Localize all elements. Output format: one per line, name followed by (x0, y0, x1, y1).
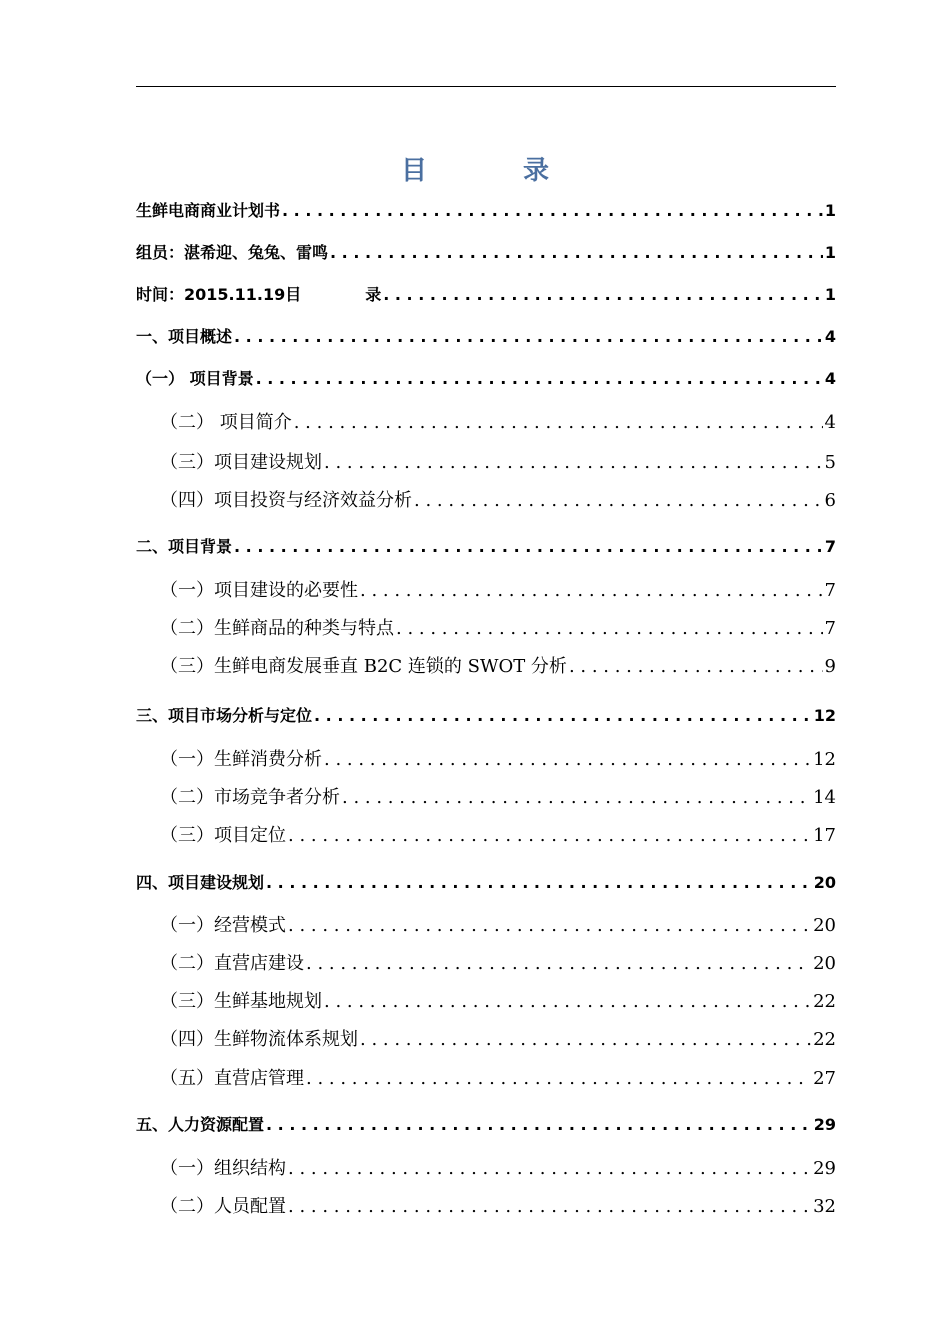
toc-entry-text: （四）项目投资与经济效益分析 (160, 490, 412, 511)
toc-entry-text: 生鲜电商商业计划书 (136, 201, 281, 220)
toc-page-number: 20 (813, 873, 836, 892)
dot-leader (360, 580, 823, 601)
toc-entry-text: （三）生鲜电商发展垂直 B2C 连锁的 SWOT 分析 (160, 656, 567, 677)
toc-entry-text: （三）项目建设规划 (160, 452, 322, 473)
toc-entry-text: （一）经营模式 (160, 915, 286, 936)
dot-leader (266, 873, 812, 892)
toc-entry-text: （四）生鲜物流体系规划 (160, 1029, 358, 1050)
dot-leader (330, 243, 823, 262)
toc-entry[interactable] (136, 870, 836, 893)
toc-entry-text: （二）生鲜商品的种类与特点 (160, 618, 394, 639)
toc-entry-text: 二、项目背景 (136, 537, 233, 556)
dot-leader (569, 656, 823, 677)
toc-page-number: 17 (813, 825, 836, 846)
toc-page-number: 12 (813, 749, 836, 770)
dot-leader (383, 285, 823, 304)
toc-entry-text: 一、项目概述 (136, 327, 233, 346)
toc-entry[interactable] (136, 240, 836, 263)
toc-page-number: 5 (824, 452, 836, 473)
toc-entry-text: （二）直营店建设 (160, 953, 304, 974)
toc-entry[interactable] (160, 783, 836, 809)
dot-leader (360, 1029, 811, 1050)
toc-entry[interactable] (160, 486, 836, 512)
toc-entry[interactable] (136, 198, 836, 221)
toc-entry-text: 组员：湛希迎、兔兔、雷鸣 (136, 243, 329, 262)
toc-page-number: 14 (813, 787, 836, 808)
toc-title (0, 150, 950, 187)
toc-entry[interactable] (160, 949, 836, 975)
toc-entry[interactable] (160, 1192, 836, 1218)
toc-page-number: 32 (813, 1196, 836, 1217)
dot-leader (306, 953, 811, 974)
dot-leader (324, 749, 811, 770)
dot-leader (294, 412, 823, 433)
toc-entry[interactable] (160, 1064, 836, 1090)
dot-leader (256, 369, 823, 388)
toc-entry-text: 五、人力资源配置 (136, 1115, 265, 1134)
toc-page-number: 22 (813, 991, 836, 1012)
header-rule (136, 86, 836, 87)
toc-entry[interactable] (160, 614, 836, 640)
toc-entry-text: （三）生鲜基地规划 (160, 991, 322, 1012)
toc-entry[interactable] (160, 576, 836, 602)
dot-leader (396, 618, 823, 639)
dot-leader (234, 327, 823, 346)
dot-leader (288, 1196, 811, 1217)
dot-leader (306, 1068, 811, 1089)
dot-leader (266, 1115, 812, 1134)
toc-page-number: 4 (824, 412, 836, 433)
toc-entry[interactable] (136, 324, 836, 347)
toc-entry-text-2: 录 (365, 285, 382, 304)
dot-leader (288, 825, 811, 846)
dot-leader (342, 787, 811, 808)
toc-entry-text: （一）项目建设的必要性 (160, 580, 358, 601)
toc-page-number: 1 (824, 285, 836, 304)
dot-leader (288, 915, 811, 936)
toc-page-number: 7 (824, 618, 836, 639)
toc-entry[interactable] (136, 282, 836, 305)
toc-entry[interactable] (160, 1025, 836, 1051)
toc-entry[interactable] (160, 821, 836, 847)
toc-entry[interactable] (136, 703, 836, 726)
title-left: 目 (400, 156, 427, 186)
toc-page-number: 12 (813, 706, 836, 725)
dot-leader (414, 490, 823, 511)
toc-entry-text: （三）项目定位 (160, 825, 286, 846)
toc-entry-text: （五）直营店管理 (160, 1068, 304, 1089)
toc-entry[interactable] (136, 366, 836, 389)
toc-entry[interactable] (136, 1112, 836, 1135)
dot-leader (288, 1158, 811, 1179)
toc-entry-text: （一） 项目背景 (136, 369, 254, 388)
toc-entry[interactable] (136, 534, 836, 557)
toc-page-number: 29 (813, 1115, 836, 1134)
toc-page-number: 9 (824, 656, 836, 677)
toc-entry-text: 三、项目市场分析与定位 (136, 706, 313, 725)
toc-page-number: 4 (824, 327, 836, 346)
toc-page-number: 27 (813, 1068, 836, 1089)
toc-entry[interactable] (160, 745, 836, 771)
toc-entry-text: 四、项目建设规划 (136, 873, 265, 892)
toc-page-number: 6 (824, 490, 836, 511)
toc-entry[interactable] (160, 408, 836, 434)
toc-page-number: 20 (813, 915, 836, 936)
toc-entry[interactable] (160, 911, 836, 937)
dot-leader (324, 991, 811, 1012)
toc-entry[interactable] (160, 1154, 836, 1180)
dot-leader (324, 452, 823, 473)
toc-entry-text: 时间：2015.11.19目 (136, 285, 302, 304)
toc-entry-text: （二）市场竞争者分析 (160, 787, 340, 808)
toc-page-number: 20 (813, 953, 836, 974)
toc-entry-text: （一）组织结构 (160, 1158, 286, 1179)
title-right: 录 (523, 156, 550, 186)
toc-entry-text: （二）人员配置 (160, 1196, 286, 1217)
toc-entry[interactable] (160, 987, 836, 1013)
dot-leader (282, 201, 823, 220)
toc-page-number: 29 (813, 1158, 836, 1179)
dot-leader (314, 706, 812, 725)
toc-entry[interactable] (160, 448, 836, 474)
toc-page-number: 4 (824, 369, 836, 388)
toc-page-number: 22 (813, 1029, 836, 1050)
toc-page-number: 1 (824, 201, 836, 220)
dot-leader (234, 537, 823, 556)
toc-page-number: 7 (824, 537, 836, 556)
toc-entry-text: （二） 项目简介 (160, 412, 292, 433)
toc-page-number: 7 (824, 580, 836, 601)
toc-page-number: 1 (824, 243, 836, 262)
toc-entry[interactable] (160, 652, 836, 678)
toc-entry-text: （一）生鲜消费分析 (160, 749, 322, 770)
